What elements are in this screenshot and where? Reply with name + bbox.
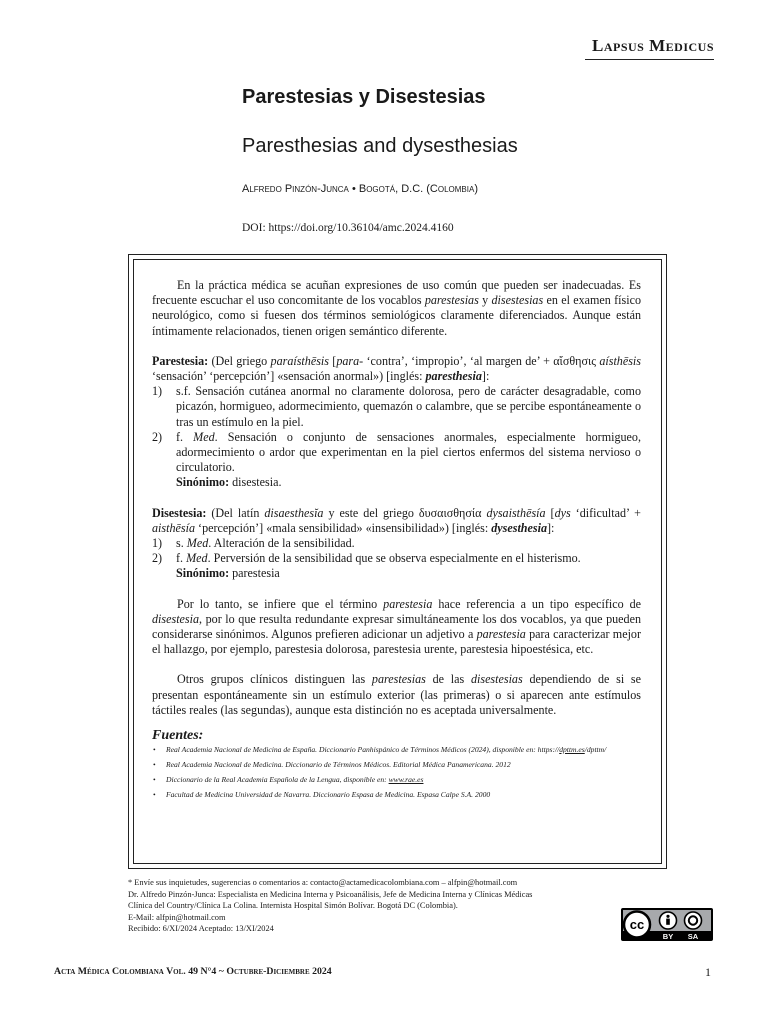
- footnote-institutions: Clínica del Country/Clínica La Colina. Internista Hospital Simón Bolívar. Bogotá DC (Colombia).: [128, 901, 458, 911]
- page-number: 1: [705, 965, 711, 979]
- article-body: [152, 278, 641, 805]
- disestesia-definition-1: 1) s. Med. Alteración de la sensibilidad.: [152, 536, 355, 551]
- article-box-inner: [133, 259, 662, 864]
- footer-journal-info: Acta Médica Colombiana Vol. 49 N°4 ~ Octubre-Diciembre 2024: [54, 966, 332, 977]
- intro-paragraph: En la práctica médica se acuñan expresiones de uso común que pueden ser inadecuadas. Es frecuente escuchar el uso concomitante de los vocablos parestesias y disestesias en el examen físico neurológico, como si fuesen dos términos semiológicos claramente diferenciados. Aunque están íntimamente relacionados, tienen origen semántico diferente.: [152, 278, 641, 338]
- article-title-spanish: Parestesias y Disestesias: [242, 86, 486, 108]
- sa-label: SA: [687, 932, 699, 941]
- header-rule: [585, 59, 714, 60]
- cc-label: cc: [629, 917, 645, 932]
- author-footnote: [128, 877, 532, 935]
- footnote-dates: Recibido: 6/XI/2024 Aceptado: 13/XI/2024: [128, 924, 274, 934]
- source-link[interactable]: www.rae.es: [388, 775, 424, 785]
- cc-license-badge[interactable]: [621, 908, 713, 941]
- distinction-paragraph: Otros grupos clínicos distinguen las parestesias de las disestesias dependiendo de si se presentan espontáneamente sin un estímulo exterior (las primeras) o si aparecen ante estímulos táctiles reales (las segundas), aunque esta distinción no es aceptada universalmente.: [152, 672, 641, 717]
- disestesia-term: Disestesia:: [152, 505, 207, 520]
- source-item: • Real Academia Nacional de Medicina de España. Diccionario Panhispánico de Términos Médicos (2024), disponible en: https://dpttm.es/dpttm/: [153, 745, 607, 755]
- source-item: • Diccionario de la Real Academia Española de la Lengua, disponible en: www.rae.es: [153, 775, 424, 785]
- conclusion-paragraph: Por lo tanto, se infiere que el término parestesia hace referencia a un tipo específico de disestesia, por lo que resulta redundante expresar simultáneamente los dos vocablos, ya que pueden considerarse sinónimos. Algunos prefieren adicionar un adjetivo a parestesia para caracterizar mejor el hallazgo, por ejemplo, parestesia dolorosa, parestesia urente, parestesia hipoestésica, etc.: [152, 596, 642, 657]
- source-item: • Real Academia Nacional de Medicina. Diccionario de Términos Médicos. Editorial Médica Panamericana. 2012: [153, 760, 511, 770]
- article-box: [128, 254, 667, 869]
- sources-heading: Fuentes:: [152, 728, 204, 744]
- parestesia-definition-1: 1) s.f. Sensación cutánea anormal no claramente dolorosa, pero de carácter desagradable, como picazón, hormigueo, adormecimiento, quemazón o calambre, que se percibe espontáneamente o tras un estímulo en la piel.: [152, 384, 641, 429]
- journal-section-header: Lapsus Medicus: [592, 36, 714, 55]
- by-label: BY: [662, 932, 674, 941]
- author-affiliation: Bogotá, D.C. (Colombia): [358, 183, 478, 195]
- sources-list: [152, 745, 641, 800]
- parestesia-synonym: Sinónimo: disestesia.: [176, 475, 282, 490]
- footnote-contact: * Envíe sus inquietudes, sugerencias o comentarios a: contacto@actamedicacolombiana.com – alfpin@hotmail.com: [128, 878, 518, 887]
- cc-license-icon: [621, 908, 713, 941]
- author-name: Alfredo Pinzón-Junca: [242, 183, 349, 195]
- parestesia-entry-header: Parestesia: (Del griego paraísthēsis [para- ‘contra’, ‘impropio’, ‘al margen de’ + αἴσθησις aísthēsis ‘sensación’ ‘percepción’] «sensación anormal») [inglés: paresthesia]:: [152, 353, 641, 384]
- parestesia-definition-2: 2) f. Med. Sensación o conjunto de sensaciones anormales, especialmente hormigueo, adormecimiento o ardor que experimentan en la piel ciertos enfermos del sistema nervioso o circulatorio.: [152, 429, 641, 475]
- parestesia-term: Parestesia:: [152, 353, 209, 368]
- disestesia-synonym: Sinónimo: parestesia: [176, 566, 280, 581]
- author-line: Alfredo Pinzón-Junca • Bogotá, D.C. (Colombia): [242, 183, 478, 195]
- article-title-english: Paresthesias and dysesthesias: [242, 135, 518, 157]
- source-item: • Facultad de Medicina Universidad de Navarra. Diccionario Espasa de Medicina. Espasa Calpe S.A. 2000: [153, 790, 491, 800]
- footnote-credentials: Dr. Alfredo Pinzón-Junca: Especialista en Medicina Interna y Psicoanálisis, Jefe de Medicina Interna y Clínicas Médicas: [128, 889, 533, 899]
- doi-link[interactable]: DOI: https://doi.org/10.36104/amc.2024.4160: [242, 222, 454, 234]
- footnote-email: E-Mail: alfpin@hotmail.com: [128, 912, 226, 922]
- disestesia-definition-2: 2) f. Med. Perversión de la sensibilidad que se observa especialmente en el histerismo.: [152, 551, 581, 566]
- disestesia-entry-header: Disestesia: (Del latín disaesthesĭa y este del griego δυσαισθησία dysaisthēsía [dys ‘dificultad’ + aisthēsía ‘percepción’] «mala sensibilidad» «insensibilidad») [inglés: dysesthesia]:: [152, 505, 641, 535]
- source-link[interactable]: dpttm.es: [559, 745, 585, 755]
